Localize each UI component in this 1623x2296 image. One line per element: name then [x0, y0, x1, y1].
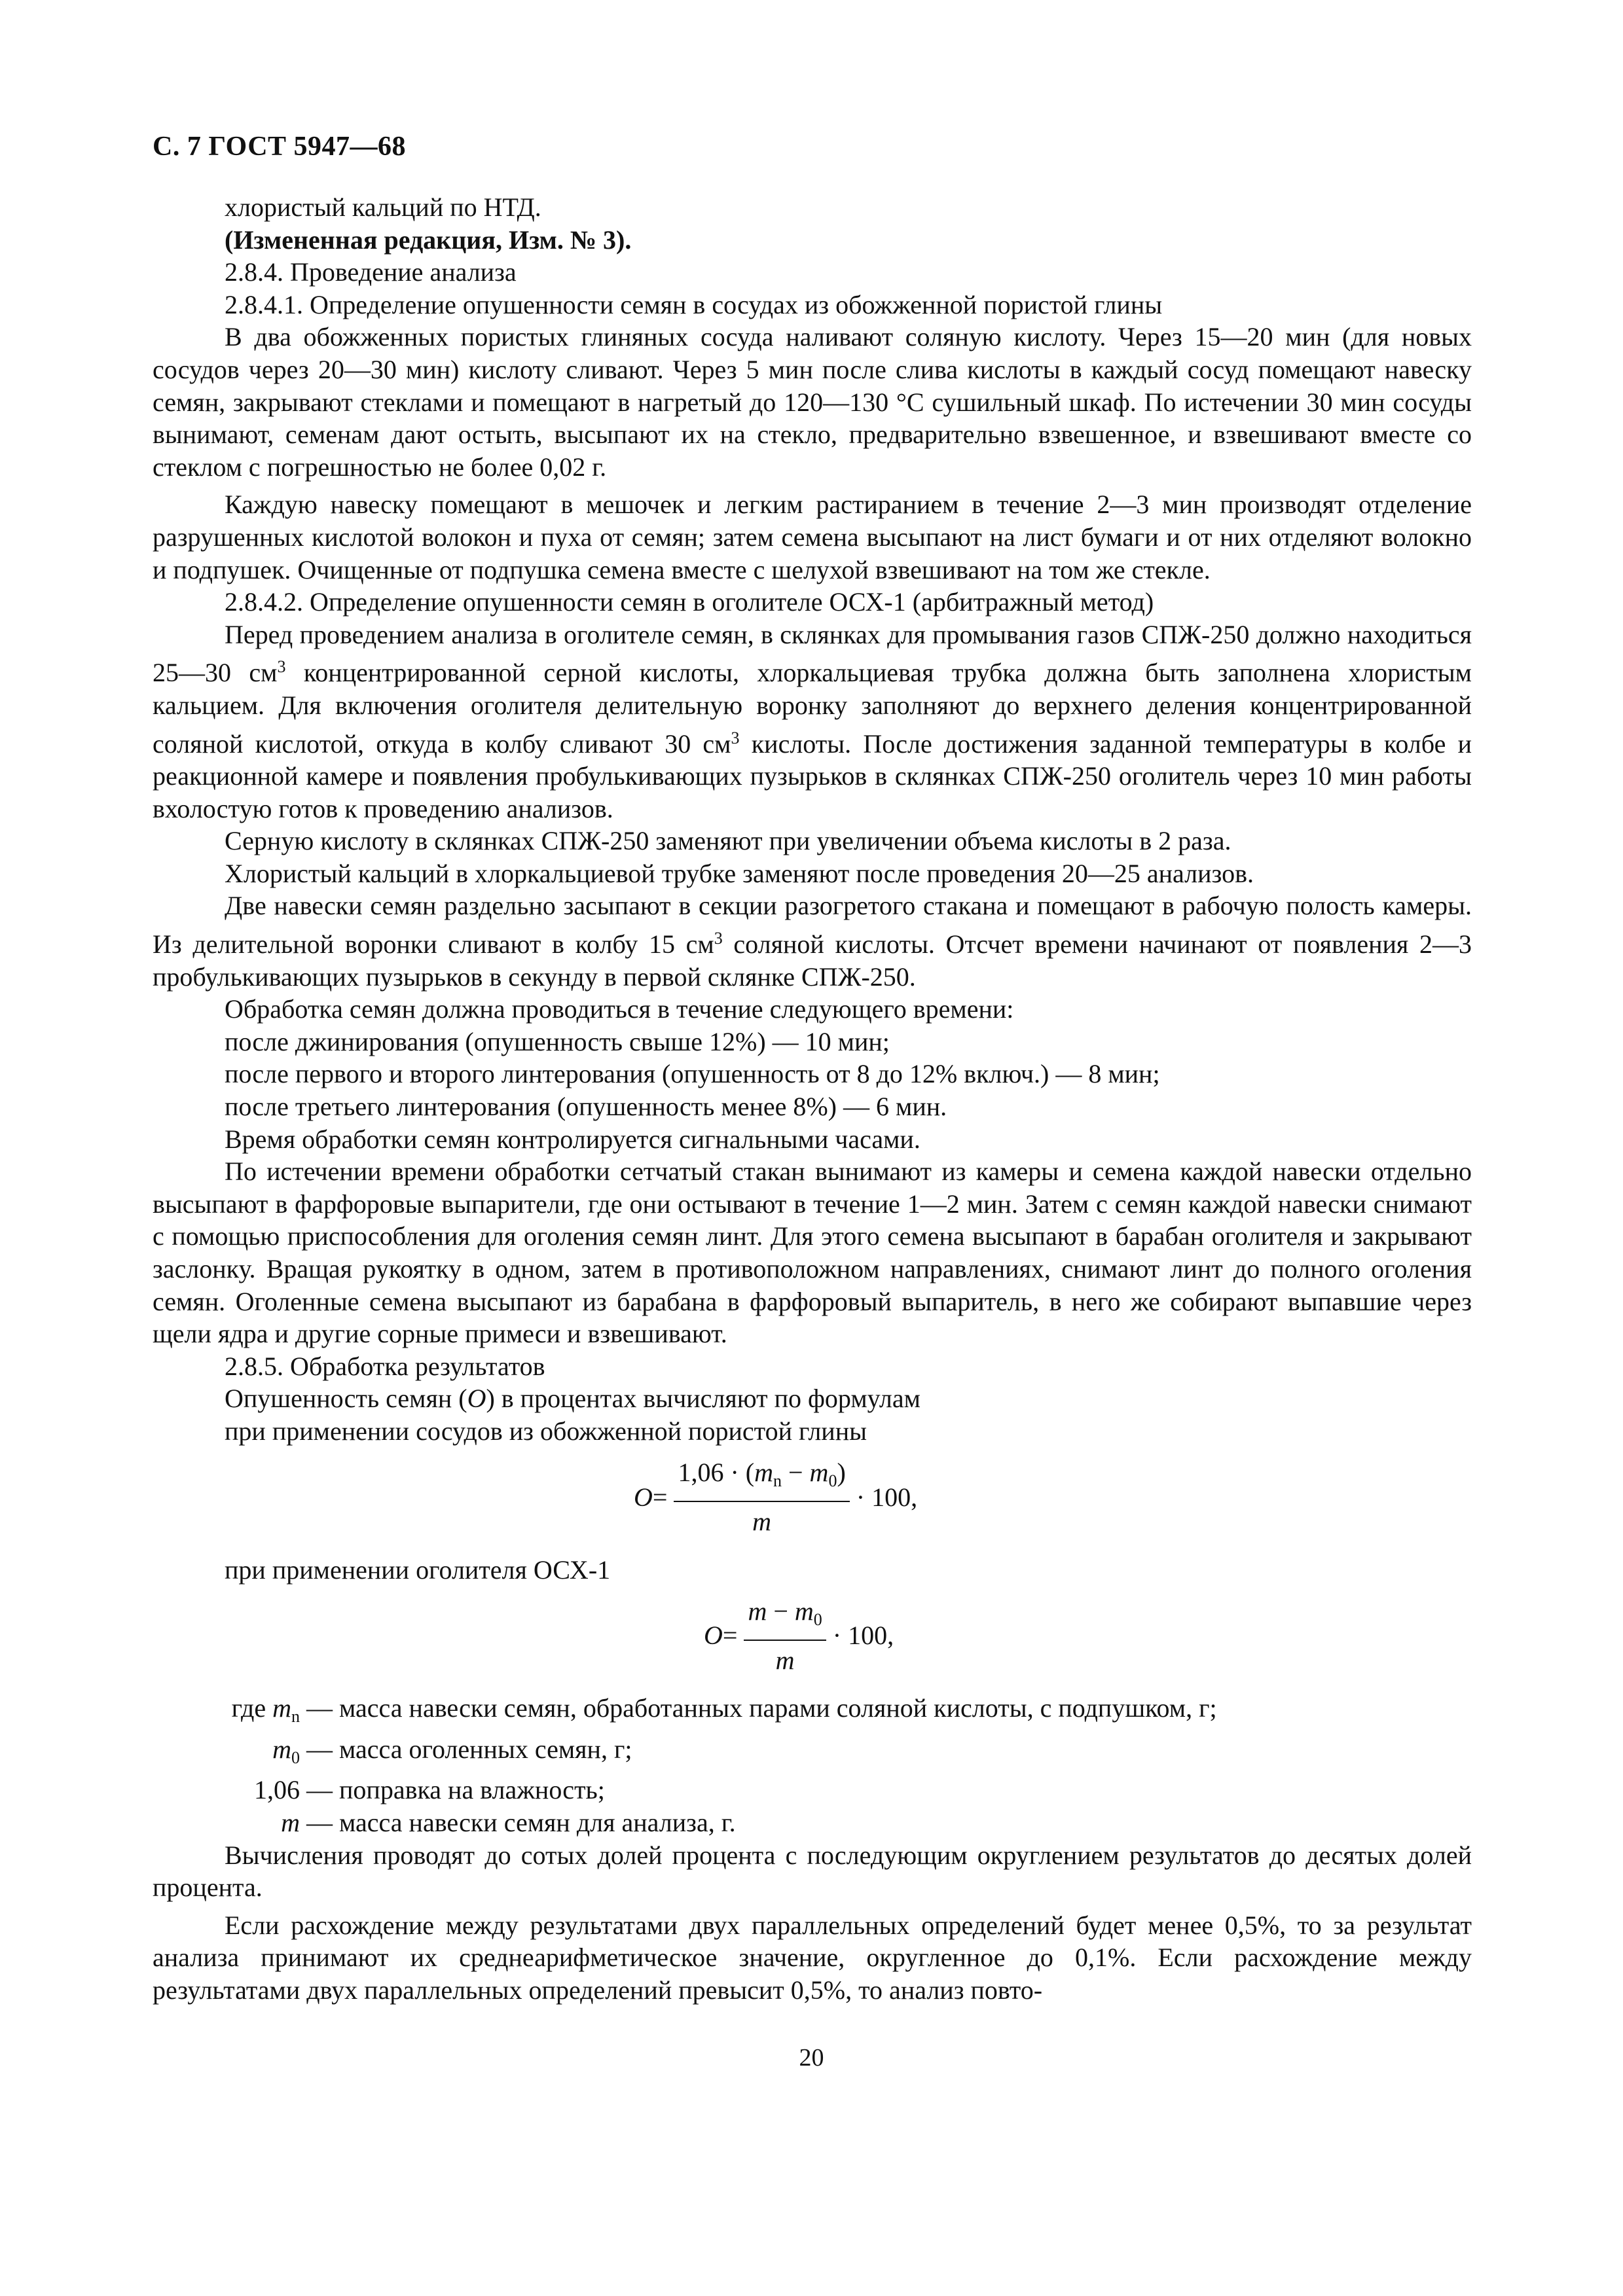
superscript: 3	[731, 728, 740, 747]
text-run: кислоты. После достижения заданной температуры в колбе и реакционной камере и появления пробулькивающих пузырьков в склянках СПЖ-250 оголитель через 10 мин работы вхолостую готов к проведению анализов.	[153, 728, 1472, 823]
section-heading: 2.8.4. Проведение анализа	[225, 257, 517, 287]
formula-clay-vessels	[153, 1457, 1472, 1538]
paragraph	[153, 1382, 1472, 1415]
paragraph: хлористый кальций по НТД.	[225, 192, 541, 222]
fraction	[674, 1457, 849, 1537]
denominator: m	[752, 1507, 772, 1537]
variable: m	[794, 1596, 814, 1626]
coefficient: 1,06	[254, 1775, 300, 1805]
definition-symbol	[153, 1733, 300, 1774]
numerator	[674, 1457, 849, 1502]
definition-dash: —	[306, 1775, 333, 1805]
definition-row	[153, 1774, 1472, 1806]
document-body	[153, 191, 1472, 2007]
paragraph: Хлористый кальций в хлоркальциевой трубке заменяют после проведения 20—25 анализов.	[225, 858, 1254, 888]
subscript: n	[773, 1471, 782, 1491]
paragraph	[153, 889, 1472, 993]
text-run: Две навески семян раздельно засыпают в секции разогретого стакана и помещают в рабочую полость камеры. Из делительной воронки сливают в колбу 15 см	[153, 891, 1472, 960]
formula-multiplier: · 100,	[856, 1482, 918, 1512]
paragraph: Время обработки семян контролируется сигнальными часами.	[225, 1124, 921, 1154]
list-item: после третьего линтерования (опушенность менее 8%) — 6 мин.	[225, 1092, 947, 1122]
page-number: 20	[799, 2044, 824, 2072]
text-run: концентрированной серной кислоты, хлоркальциевая трубка должна быть заполнена хлористым кальцием. Для включения оголителя делительную воронку заполняют до верхнего деления концентрированной соляной кислотой, откуда в колбу сливают 30 см	[153, 658, 1472, 759]
paragraph: Обработка семян должна проводиться в течение следующего времени:	[225, 994, 1014, 1024]
symbol: О	[467, 1384, 486, 1414]
definition-symbol	[153, 1774, 300, 1806]
definition-dash: —	[306, 1734, 333, 1764]
amendment-note: (Измененная редакция, Изм. № 3).	[225, 224, 632, 255]
paragraph: при применении оголителя ОСХ-1	[225, 1554, 611, 1585]
definition-text: масса навески семян, обработанных парами соляной кислоты, с подпушком, г;	[339, 1693, 1217, 1723]
formula-multiplier: · 100,	[832, 1621, 894, 1651]
definition-symbol	[153, 1692, 300, 1733]
definition-row	[153, 1806, 1472, 1839]
text-run: соляной кислоты. Отсчет времени начинают от появления 2—3 пробулькивающих пузырьков в секунду в первой склянке СПЖ-250.	[153, 929, 1472, 992]
definition-text: масса навески семян для анализа, г.	[339, 1807, 736, 1837]
definition-symbol	[153, 1806, 300, 1839]
section-heading: 2.8.4.1. Определение опушенности семян в сосудах из обожженной пористой глины	[225, 289, 1163, 319]
variable: m	[281, 1807, 300, 1837]
definition-text: поправка на влажность;	[339, 1775, 605, 1805]
subscript: n	[291, 1707, 300, 1727]
formula-equals: =	[722, 1621, 738, 1651]
variable: m	[754, 1458, 773, 1488]
superscript: 3	[277, 657, 286, 677]
symbol-definitions	[153, 1692, 1472, 1839]
formula-expression	[634, 1457, 917, 1538]
subscript: 0	[291, 1748, 300, 1767]
definition-row	[153, 1692, 1472, 1733]
numerator	[744, 1596, 826, 1641]
text-run: ) в процентах вычисляют по формулам	[486, 1384, 921, 1414]
variable: m	[748, 1596, 767, 1626]
paragraph: Каждую навеску помещают в мешочек и легким растиранием в течение 2—3 мин производят отделение разрушенных кислотой волокон и пуха от семян; затем семена высыпают на лист бумаги и от них отделяют волокно и подпушек. Очищенные от подпушка семена вместе с шелухой взвешивают на том же стекле.	[153, 490, 1472, 584]
list-item: после первого и второго линтерования (опушенность от 8 до 12% включ.) — 8 мин;	[225, 1059, 1160, 1089]
definition-text: масса оголенных семян, г;	[339, 1734, 632, 1764]
superscript: 3	[714, 929, 723, 948]
definition-dash: —	[306, 1693, 333, 1723]
subscript: 0	[828, 1471, 837, 1491]
text-run: Опушенность семян (	[225, 1384, 467, 1414]
definition-row	[153, 1733, 1472, 1774]
section-heading: 2.8.4.2. Определение опушенности семян в оголителе ОСХ-1 (арбитражный метод)	[225, 587, 1154, 617]
paragraph	[153, 619, 1472, 825]
formula-equals: =	[652, 1482, 668, 1512]
variable: m	[809, 1458, 829, 1488]
definition-prefix: где	[231, 1693, 273, 1723]
operator: −	[767, 1596, 795, 1626]
formula-osx1	[153, 1595, 1472, 1676]
paragraph: Серную кислоту в склянках СПЖ-250 заменяют при увеличении объема кислоты в 2 раза.	[225, 826, 1231, 856]
definition-dash: —	[306, 1807, 333, 1837]
fraction	[744, 1596, 826, 1676]
variable: m	[272, 1734, 291, 1764]
paragraph: при применении сосудов из обожженной пористой глины	[225, 1416, 867, 1446]
denominator: m	[775, 1645, 795, 1675]
section-heading: 2.8.5. Обработка результатов	[225, 1351, 545, 1381]
paragraph: По истечении времени обработки сетчатый стакан вынимают из камеры и семена каждой навески отдельно высыпают в фарфоровые выпарители, где они остывают в течение 1—2 мин. Затем с семян каждой навески снимают с помощью приспособления для оголения семян линт. Для этого семена высыпают в барабан оголителя и закрывают заслонку. Вращая рукоятку в одном, затем в противоположном направлениях, снимают линт до полного оголения семян. Оголенные семена высыпают из барабана в фарфоровый выпаритель, в него же собирают выпавшие через щели ядра и другие сорные примеси и взвешивают.	[153, 1157, 1472, 1349]
paragraph: Вычисления проводят до сотых долей процента с последующим округлением результатов до десятых долей процента.	[153, 1840, 1472, 1903]
operator: −	[781, 1458, 810, 1488]
parenthesis: )	[837, 1458, 846, 1488]
formula-expression	[704, 1595, 894, 1676]
formula-lhs: O	[704, 1621, 723, 1651]
list-item: после джинирования (опушенность свыше 12%) — 10 мин;	[225, 1026, 890, 1056]
formula-lhs: O	[634, 1482, 653, 1512]
coefficient: 1,06 · (	[678, 1458, 755, 1488]
variable: m	[272, 1693, 291, 1723]
text-run: Перед проведением анализа в оголителе семян, в склянках для промывания газов СПЖ-250 должно находиться 25—30 см	[153, 619, 1472, 688]
paragraph: В два обожженных пористых глиняных сосуда наливают соляную кислоту. Через 15—20 мин (для новых сосудов через 20—30 мин) кислоту сливают. Через 5 мин после слива кислоты в каждый сосуд помещают навеску семян, закрывают стеклами и помещают в нагретый до 120—130 °С сушильный шкаф. По истечении 30 мин сосуды вынимают, семенам дают остыть, высыпают их на стекло, предварительно взвешенное, и взвешивают вместе со стеклом с погрешностью не более 0,02 г.	[153, 322, 1472, 482]
page-header: С. 7 ГОСТ 5947—68	[153, 132, 407, 162]
paragraph: Если расхождение между результатами двух параллельных определений будет менее 0,5%, то за результат анализа принимают их среднеарифметическое значение, округленное до 0,1%. Если расхождение между результатами двух параллельных определений превысит 0,5%, то анализ повто-	[153, 1910, 1472, 2005]
subscript: 0	[813, 1609, 822, 1629]
